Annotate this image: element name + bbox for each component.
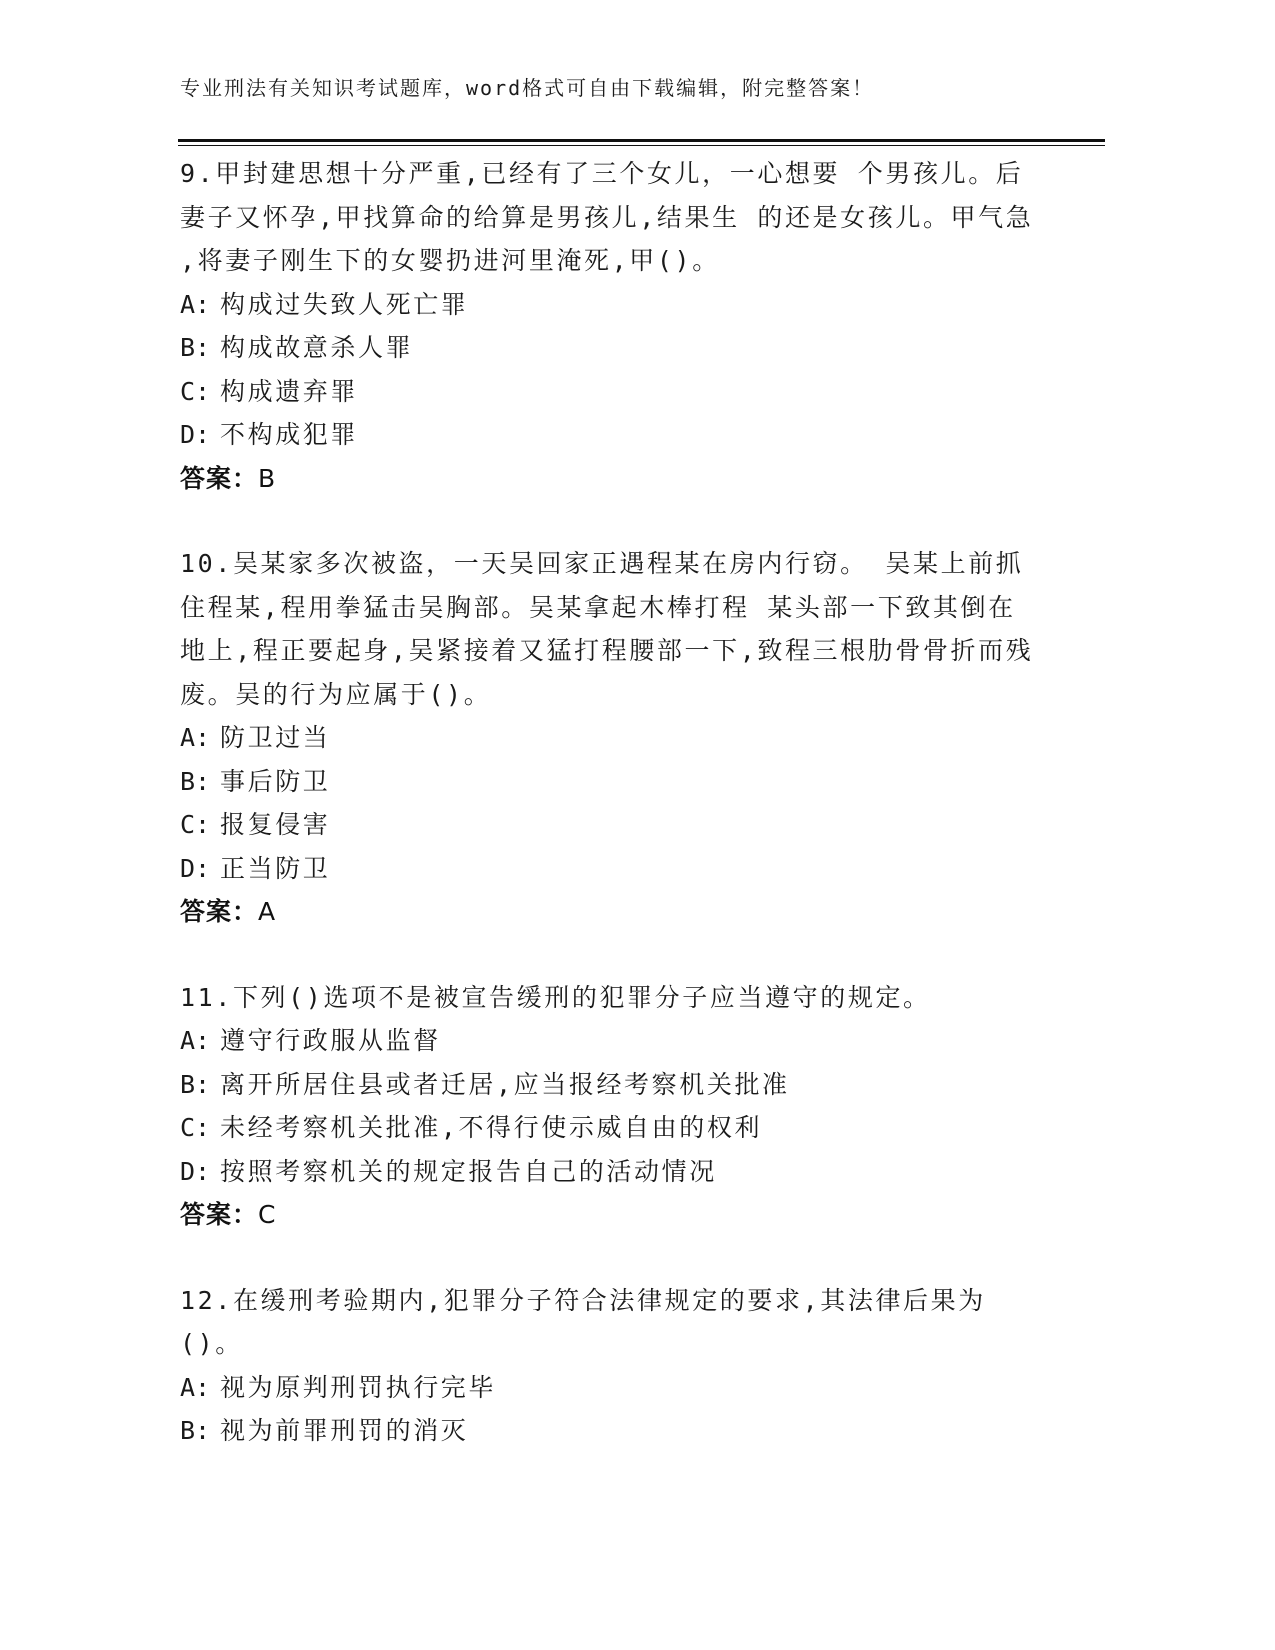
answer-option [180, 413, 1040, 457]
answer-option [180, 803, 1040, 847]
question-block [180, 542, 1040, 934]
answer-value: C [258, 1200, 277, 1229]
answer-label: 答案： [180, 897, 259, 926]
answer-option [180, 1366, 1040, 1410]
option-key: D: [180, 853, 211, 883]
option-text: 遵守行政服从监督 [220, 1026, 441, 1055]
answer-option [180, 760, 1040, 804]
question-stem-line: ,将妻子刚生下的女婴扔进河里淹死,甲()。 [180, 246, 720, 275]
answer-option [180, 283, 1040, 327]
answer-option [180, 1106, 1040, 1150]
answer-label: 答案： [180, 463, 259, 493]
question-block [180, 152, 1040, 500]
question-stem-line: 住程某,程用拳猛击吴胸部。吴某拿起木棒打程 某头部一下致其倒在 [180, 592, 1016, 622]
question-spacer [180, 1237, 1040, 1279]
question-stem-line: 废。吴的行为应属于()。 [180, 679, 492, 709]
question-stem-line: 12.在缓刑考验期内,犯罪分子符合法律规定的要求,其法律后果为()。 [180, 1285, 986, 1358]
question-stem-line: 地上,程正要起身,吴紧接着又猛打程腰部一下,致程三根肋骨骨折而残 [180, 636, 1034, 665]
option-key: C: [180, 810, 211, 839]
question-stem [180, 152, 1040, 283]
option-key: C: [180, 376, 211, 406]
option-text: 构成过失致人死亡罪 [220, 289, 469, 319]
option-text: 构成故意杀人罪 [220, 333, 414, 362]
question-stem-line: 妻子又怀孕,甲找算命的给算是男孩儿,结果生 的还是女孩儿。甲气急 [180, 202, 1034, 232]
question-spacer [180, 934, 1040, 976]
option-text: 构成遗弃罪 [220, 376, 359, 406]
question-stem [180, 542, 1040, 716]
answer-value: A [258, 897, 277, 926]
question-stem-line: 10.吴某家多次被盗，一天吴回家正遇程某在房内行窃。 吴某上前抓 [180, 549, 1024, 578]
header-rule-thick [178, 139, 1105, 142]
question-block [180, 976, 1040, 1237]
question-stem [180, 976, 1040, 1020]
question-spacer [180, 500, 1040, 542]
option-text: 未经考察机关批准,不得行使示威自由的权利 [220, 1113, 763, 1142]
option-text: 按照考察机关的规定报告自己的活动情况 [220, 1156, 717, 1186]
question-list [180, 152, 1040, 1453]
answer-option [180, 326, 1040, 370]
answer-line [180, 890, 1040, 934]
answer-label: 答案： [180, 1200, 259, 1229]
option-key: D: [180, 1156, 211, 1186]
question-stem-line: 9.甲封建思想十分严重,已经有了三个女儿，一心想要 个男孩儿。后 [180, 159, 1024, 188]
answer-option [180, 370, 1040, 414]
option-text: 正当防卫 [220, 853, 331, 883]
question-stem-line: 11.下列()选项不是被宣告缓刑的犯罪分子应当遵守的规定。 [180, 982, 931, 1012]
option-key: A: [180, 1026, 211, 1055]
option-text: 视为原判刑罚执行完毕 [220, 1372, 497, 1402]
option-key: C: [180, 1113, 211, 1142]
option-key: B: [180, 766, 211, 796]
option-key: B: [180, 333, 211, 362]
question-stem [180, 1279, 1040, 1366]
answer-option [180, 1019, 1040, 1063]
answer-option [180, 1063, 1040, 1107]
option-key: A: [180, 1372, 211, 1402]
answer-line [180, 457, 1040, 501]
answer-value: B [258, 463, 277, 493]
header-rule-thin [178, 145, 1105, 146]
answer-option [180, 847, 1040, 891]
page-header: 专业刑法有关知识考试题库，word格式可自由下载编辑，附完整答案！ [180, 76, 875, 100]
option-text: 视为前罪刑罚的消灭 [220, 1416, 469, 1445]
question-block [180, 1279, 1040, 1453]
option-key: B: [180, 1416, 211, 1445]
answer-option [180, 1150, 1040, 1194]
option-key: D: [180, 420, 211, 449]
answer-line [180, 1193, 1040, 1237]
option-key: A: [180, 723, 211, 752]
option-text: 防卫过当 [220, 723, 331, 752]
option-key: B: [180, 1069, 211, 1099]
option-text: 报复侵害 [220, 810, 331, 839]
option-text: 离开所居住县或者迁居,应当报经考察机关批准 [220, 1069, 790, 1099]
answer-option [180, 716, 1040, 760]
option-key: A: [180, 289, 211, 319]
option-text: 事后防卫 [220, 766, 331, 796]
option-text: 不构成犯罪 [220, 420, 359, 449]
answer-option [180, 1409, 1040, 1453]
